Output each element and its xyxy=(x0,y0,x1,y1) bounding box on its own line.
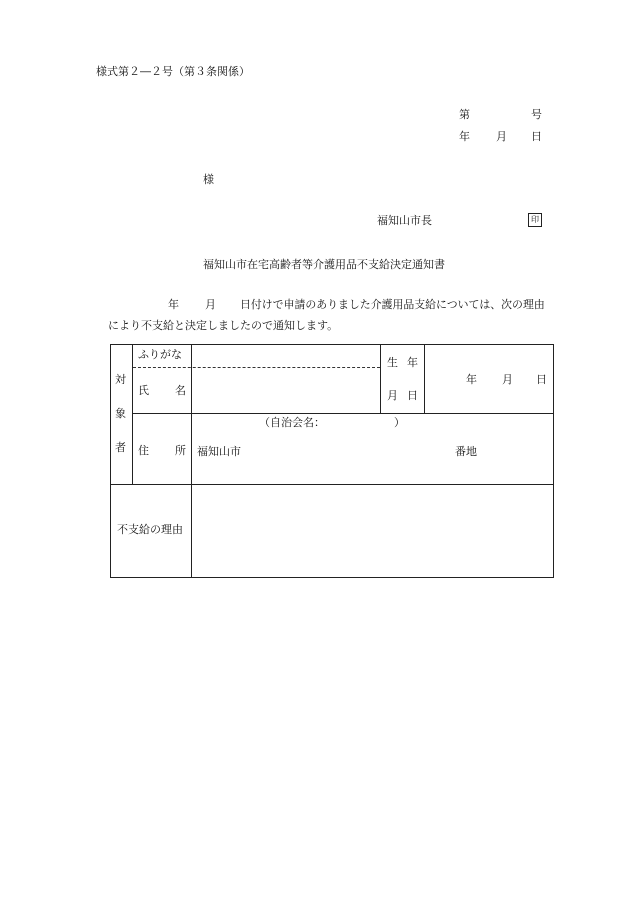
community-close: ） xyxy=(394,416,405,429)
document-title: 福知山市在宅高齢者等介護用品不支給決定通知書 xyxy=(203,258,445,271)
furigana-separator xyxy=(133,367,380,368)
table-border-top xyxy=(110,344,554,345)
subject-label-3: 者 xyxy=(115,441,126,454)
birth-label-hi: 日 xyxy=(407,389,418,402)
doc-date-day: 日 xyxy=(531,130,542,143)
doc-date-year: 年 xyxy=(459,130,470,143)
doc-number-prefix: 第 xyxy=(459,108,470,121)
birth-label-left-divider xyxy=(380,344,381,413)
subject-column-divider xyxy=(132,344,133,484)
label-column-divider xyxy=(191,344,192,578)
subject-label-1: 対 xyxy=(115,373,126,386)
address-reason-divider xyxy=(110,484,554,485)
doc-number-suffix: 号 xyxy=(531,108,542,121)
doc-date-month: 月 xyxy=(496,130,507,143)
name-field[interactable] xyxy=(193,370,379,410)
birth-month: 月 xyxy=(502,373,513,386)
birth-day: 日 xyxy=(536,373,547,386)
body-line1: 日付けで申請のありました介護用品支給については、次の理由 xyxy=(240,298,545,311)
birth-label-sei: 生 xyxy=(387,356,398,369)
table-border-bottom xyxy=(110,577,554,578)
reason-field[interactable] xyxy=(194,487,551,575)
address-field[interactable] xyxy=(193,430,551,480)
addressee-suffix: 様 xyxy=(203,173,214,186)
form-number: 様式第２―２号（第３条関係） xyxy=(96,65,250,78)
birth-year: 年 xyxy=(466,373,477,386)
body-year: 年 xyxy=(168,298,179,311)
birth-label-nen: 年 xyxy=(407,356,418,369)
subject-label-2: 象 xyxy=(115,407,126,420)
address-banchi: 番地 xyxy=(455,445,477,458)
name-label-2: 名 xyxy=(175,384,186,397)
table-border-left xyxy=(110,344,111,578)
furigana-field[interactable] xyxy=(193,349,379,365)
furigana-label: ふりがな xyxy=(138,348,182,361)
birth-label-tsuki: 月 xyxy=(387,389,398,402)
reason-label: 不支給の理由 xyxy=(117,523,183,536)
body-month: 月 xyxy=(205,298,216,311)
address-label-2: 所 xyxy=(175,444,186,457)
name-label-1: 氏 xyxy=(138,384,149,397)
address-city: 福知山市 xyxy=(197,445,241,458)
name-address-divider xyxy=(132,413,554,414)
seal-mark: 印 xyxy=(528,213,542,227)
body-line2: により不支給と決定しましたので通知します。 xyxy=(108,319,339,332)
birth-date-field[interactable] xyxy=(426,347,551,411)
birth-label-right-divider xyxy=(424,344,425,413)
community-label: （自治会名： xyxy=(259,416,325,429)
table-border-right xyxy=(553,344,554,578)
issuer-title: 福知山市長 xyxy=(377,214,432,227)
address-label-1: 住 xyxy=(138,444,149,457)
